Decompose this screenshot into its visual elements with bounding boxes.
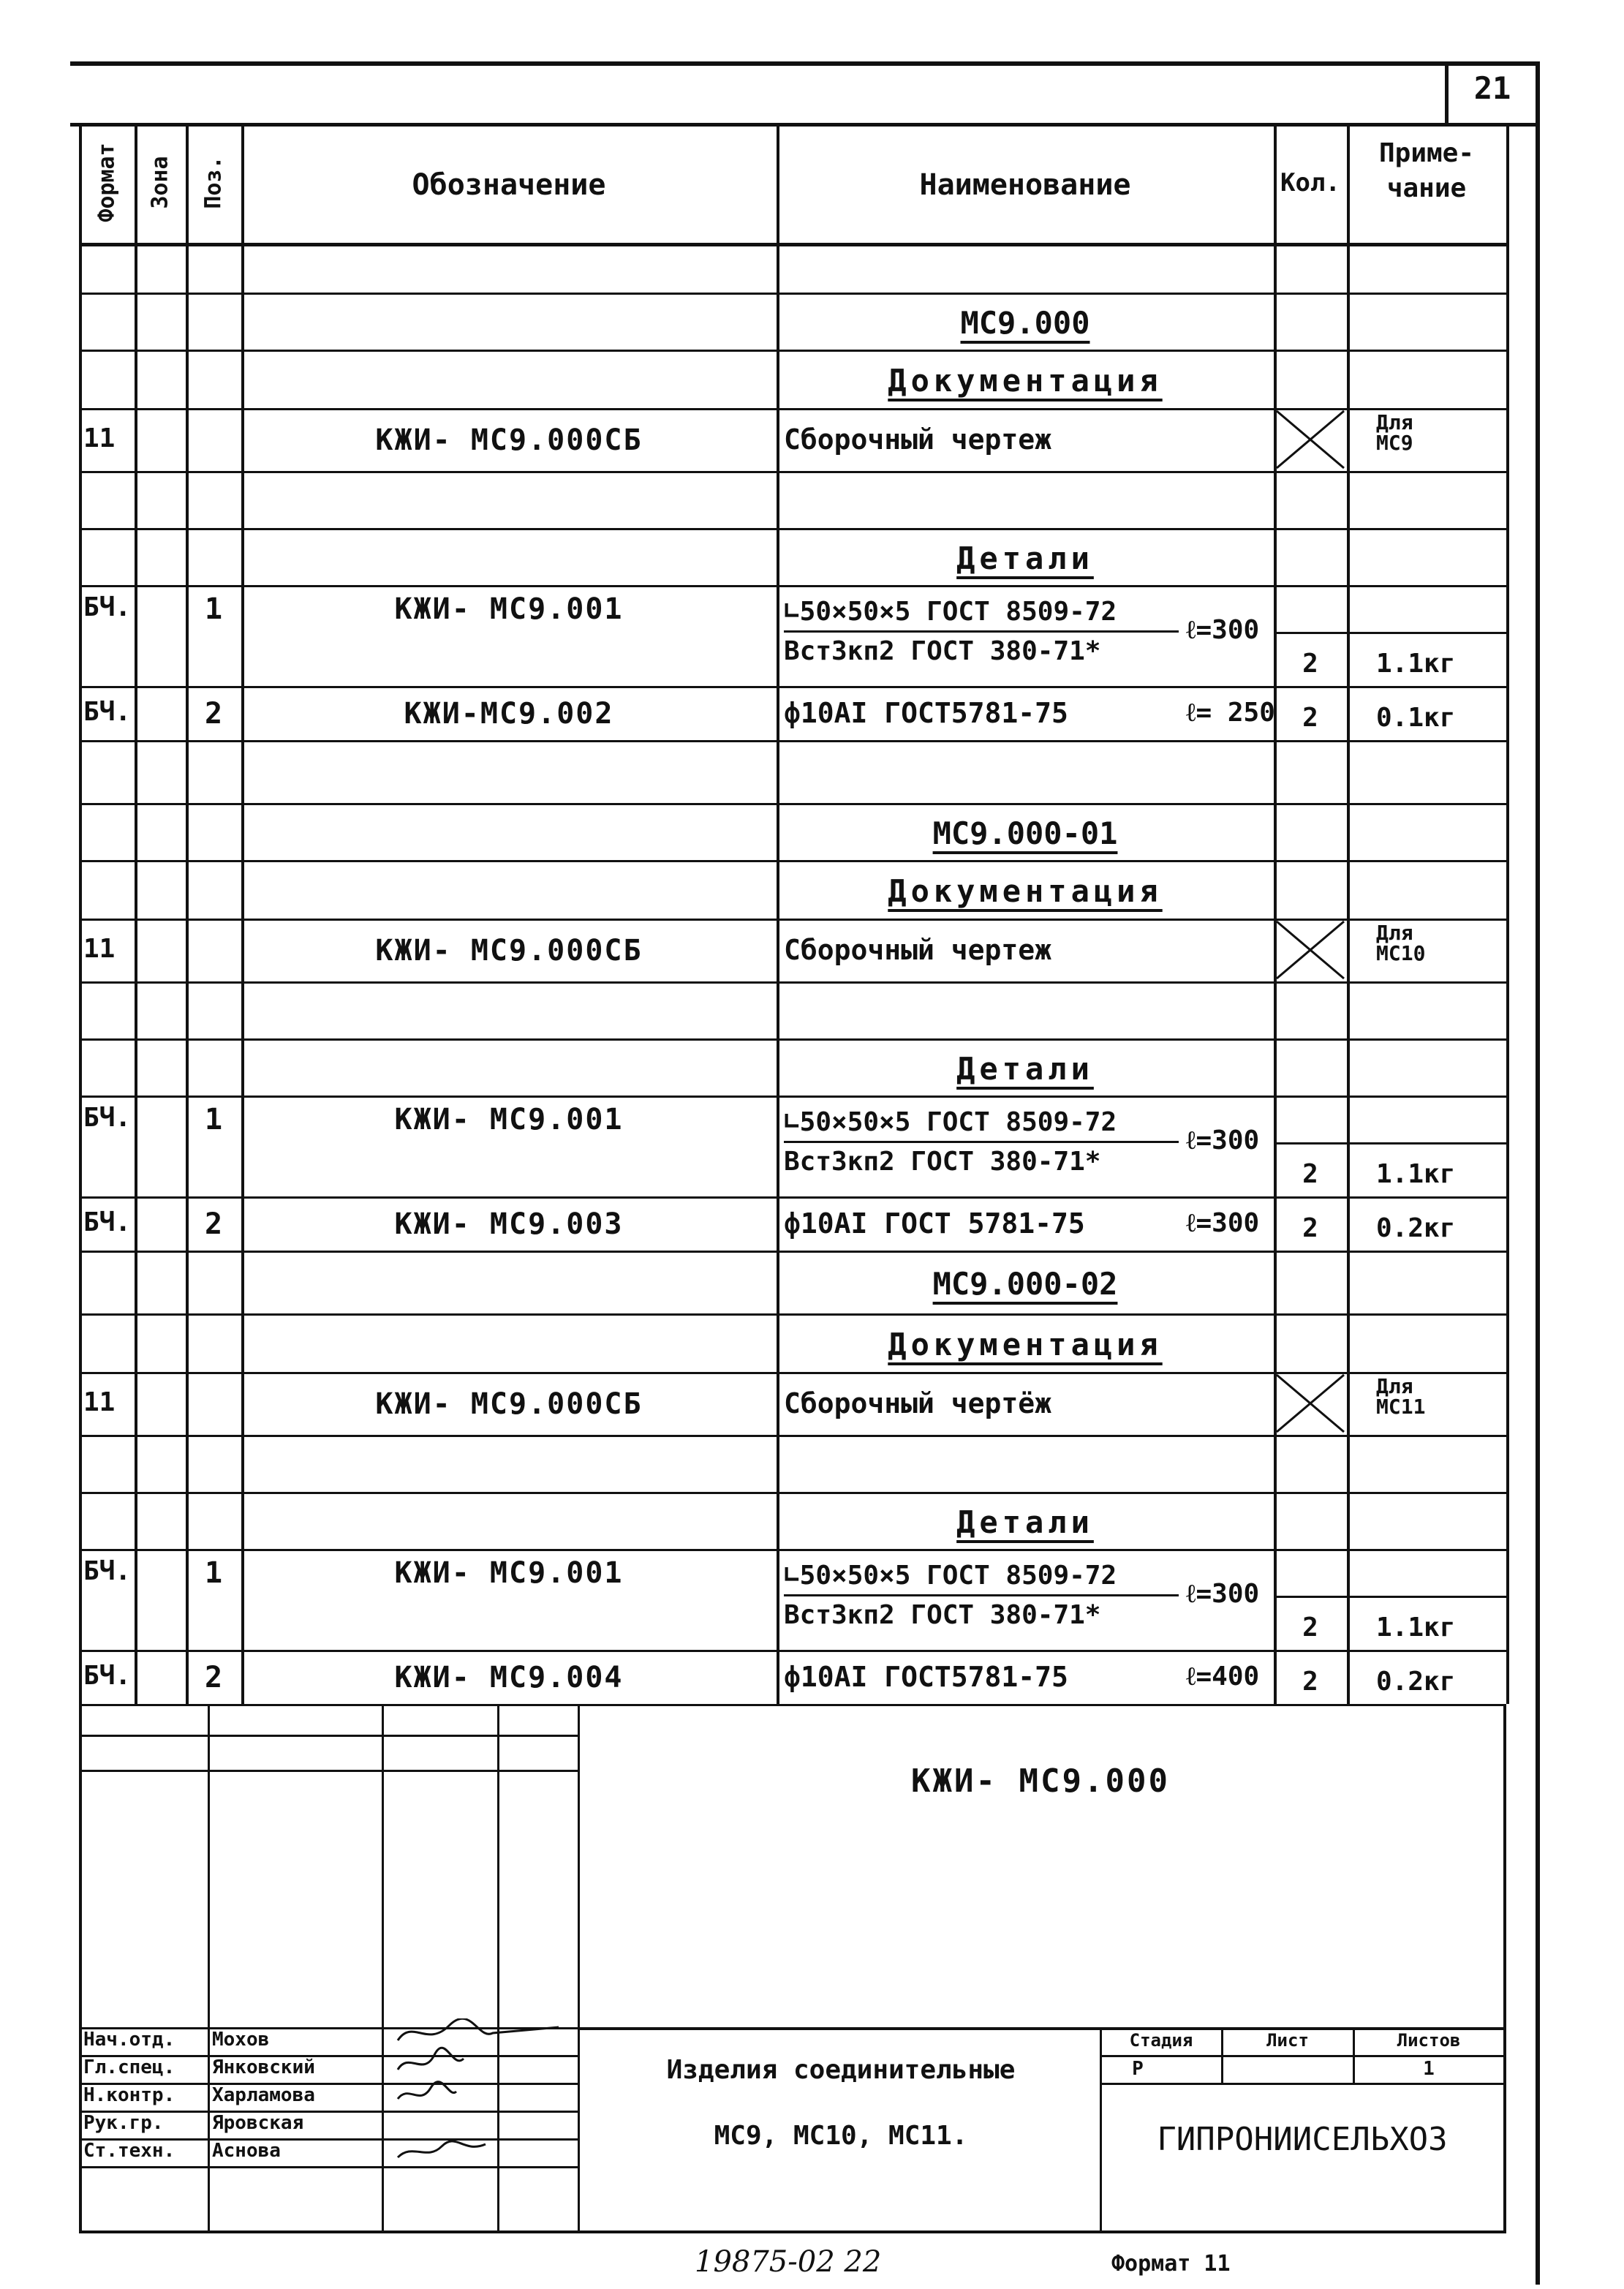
title-line-1: Изделия соединительные [666,2055,1016,2085]
row-qty: 2 [1302,703,1318,733]
row-material: Вст3кп2 ГОСТ 380-71* [784,636,1101,666]
row-qty: 2 [1302,1159,1318,1189]
header-designation: Обозначение [412,168,606,202]
fraction-bar [784,630,1179,633]
row-note: Для МС10 [1376,921,1426,965]
row-profile: ∟50×50×5 ГОСТ 8509-72 [784,597,1117,627]
row-note: 1.1кг [1376,649,1456,679]
signatures-image [383,2018,573,2165]
row-note: 0.2кг [1376,1667,1456,1697]
sheet-number: 21 [1473,70,1511,106]
table-row-line [1274,632,1506,634]
sheet-label: Лист [1266,2030,1309,2051]
header-note: Приме- чание [1378,138,1475,203]
row-format: БЧ. [83,1207,132,1237]
fraction-bar [784,1594,1179,1596]
stage-value: Р [1132,2058,1144,2080]
row-assembly-title: МС9.000-01 [932,815,1118,851]
format-label: Формат 11 [1111,2251,1231,2277]
row-length: ℓ= 250 [1186,698,1275,728]
title-block-row [79,1770,578,1772]
table-row-line [79,1096,1506,1098]
table-row-line [79,293,1506,295]
sheet-number-box-left [1445,61,1449,124]
row-length: ℓ=300 [1186,1579,1260,1609]
table-col-line [777,123,779,1704]
row-position: 2 [204,1207,223,1241]
person-name: Аснова [212,2140,281,2162]
sheets-value: 1 [1423,2058,1435,2080]
row-format: БЧ. [83,592,132,622]
row-position: 2 [204,1661,223,1694]
header-name: Наименование [919,168,1131,202]
row-designation: КЖИ- МС9.004 [394,1661,624,1694]
fraction-bar [784,1141,1179,1143]
row-note: Для МС11 [1376,1374,1426,1419]
row-note: 1.1кг [1376,1613,1456,1643]
table-row-line [79,350,1506,352]
row-length: ℓ=300 [1186,1125,1260,1155]
row-position: 2 [204,697,223,731]
document-code: КЖИ- МС9.000 [911,1762,1170,1800]
title-line-2: МС9, МС10, МС11. [714,2121,968,2151]
table-row-line [1274,1142,1506,1144]
inventory-number: 19875-02 22 [695,2245,882,2279]
row-material: Вст3кп2 ГОСТ 380-71* [784,1600,1101,1630]
row-length: ℓ=400 [1186,1662,1260,1692]
row-designation: КЖИ- МС9.001 [394,1103,624,1136]
row-qty: 2 [1302,1213,1318,1243]
row-format: 11 [83,1387,116,1417]
table-header-bottom [79,243,1506,246]
title-block-right [1503,1704,1506,2230]
row-profile: ∟50×50×5 ГОСТ 8509-72 [784,1561,1117,1591]
row-position: 1 [204,1103,223,1136]
row-designation: КЖИ- МС9.000СБ [375,934,643,968]
row-designation: КЖИ- МС9.003 [394,1207,624,1241]
row-designation: КЖИ- МС9.001 [394,592,624,626]
row-profile: ∟50×50×5 ГОСТ 8509-72 [784,1107,1117,1137]
table-row-line [79,1038,1506,1041]
row-note: 1.1кг [1376,1159,1456,1189]
row-section-title: Документация [888,363,1163,399]
header-format: Формат [94,143,120,222]
row-material: Вст3кп2 ГОСТ 380-71* [784,1147,1101,1177]
person-role: Рук.гр. [83,2112,164,2134]
table-col-line [1347,123,1350,1704]
row-format: 11 [83,423,116,453]
header-zone: Зона [147,156,173,209]
person-role: Ст.техн. [83,2140,175,2162]
row-name: ф10АI ГОСТ5781-75 [784,697,1068,729]
table-row-line [79,1650,1506,1652]
title-block-row [79,2166,578,2168]
table-row-line [79,1435,1506,1437]
header-qty: Кол. [1280,168,1340,197]
table-row-line [79,1549,1506,1551]
row-length: ℓ=300 [1186,1208,1260,1238]
row-name: Сборочный чертёж [784,1387,1052,1419]
table-row-line [79,1492,1506,1494]
row-format: 11 [83,934,116,964]
person-name: Янковский [212,2056,315,2078]
table-row-line [79,740,1506,742]
title-block-bottom [79,2230,1506,2233]
row-name: Сборочный чертеж [784,934,1052,966]
person-role: Н.контр. [83,2084,175,2106]
person-name: Харламова [212,2084,315,2106]
table-col-line [241,123,244,1704]
table-row-line [79,1196,1506,1199]
row-position: 1 [204,592,223,626]
title-block-row [1100,2083,1503,2085]
title-block-col [208,1704,210,2230]
title-block-row [79,1735,578,1737]
title-block-col [79,1704,81,2230]
row-length: ℓ=300 [1186,615,1260,645]
header-pos: Поз. [200,156,227,209]
table-col-line [79,123,82,1704]
organization-name: ГИПРОНИИСЕЛЬХОЗ [1157,2121,1448,2158]
row-designation: КЖИ- МС9.000СБ [375,423,643,457]
person-role: Гл.спец. [83,2056,175,2078]
table-row-line [79,1251,1506,1253]
row-section-title: Документация [888,1327,1163,1362]
sheets-label: Листов [1397,2030,1461,2051]
top-border [70,61,1540,66]
table-col-line [186,123,189,1704]
crossed-cell-icon [1274,919,1347,981]
row-format: БЧ. [83,697,132,727]
row-assembly-title: МС9.000 [960,305,1090,341]
table-row-line [79,981,1506,984]
row-note: 0.1кг [1376,703,1456,733]
row-qty: 2 [1302,649,1318,679]
table-row-line [79,860,1506,862]
table-col-line [1274,123,1277,1704]
stage-label: Стадия [1129,2030,1193,2051]
row-note: 0.2кг [1376,1213,1456,1243]
table-col-line [1506,123,1509,1704]
table-row-line [79,585,1506,587]
row-qty: 2 [1302,1667,1318,1697]
row-qty: 2 [1302,1613,1318,1643]
person-role: Нач.отд. [83,2029,175,2051]
row-section-title: Документация [888,873,1163,909]
table-row-line [79,686,1506,688]
table-row-line [79,1704,1506,1706]
row-name: Сборочный чертеж [784,423,1052,456]
table-row-line [79,528,1506,530]
row-format: БЧ. [83,1661,132,1691]
row-name: ф10АI ГОСТ 5781-75 [784,1207,1085,1240]
table-row-line [79,1313,1506,1316]
sheet-number-box-bottom [70,123,1540,127]
title-block-row [1100,2055,1503,2057]
crossed-cell-icon [1274,408,1347,471]
table-col-line [135,123,137,1704]
person-name: Яровская [212,2112,304,2134]
right-outer-border [1536,61,1540,2285]
row-assembly-title: МС9.000-02 [932,1266,1118,1302]
table-row-line [79,803,1506,805]
row-format: БЧ. [83,1103,132,1133]
crossed-cell-icon [1274,1372,1347,1435]
row-name: ф10АI ГОСТ5781-75 [784,1661,1068,1693]
row-section-title: Детали [956,1504,1094,1540]
row-designation: КЖИ- МС9.000СБ [375,1387,643,1421]
row-note: Для МС9 [1376,410,1413,455]
row-designation: КЖИ-МС9.002 [404,697,614,731]
row-format: БЧ. [83,1556,132,1586]
row-section-title: Детали [956,540,1094,576]
person-name: Мохов [212,2029,270,2051]
row-position: 1 [204,1556,223,1590]
row-section-title: Детали [956,1051,1094,1087]
table-row-line [1274,1596,1506,1598]
table-row-line [79,471,1506,473]
row-designation: КЖИ- МС9.001 [394,1556,624,1590]
